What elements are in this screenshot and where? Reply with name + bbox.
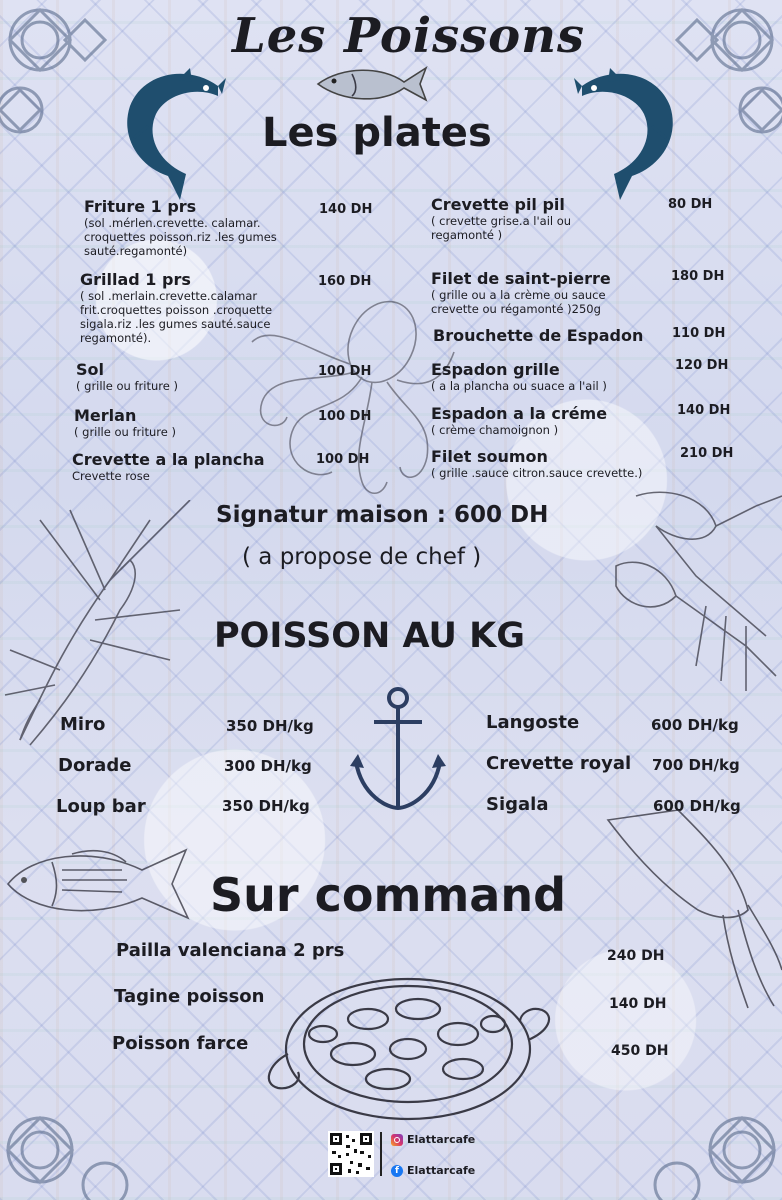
- menu-item: [74, 406, 314, 439]
- item-name: Crevette a la plancha: [72, 450, 265, 469]
- item-desc: ( crème chamoignon ): [431, 423, 559, 437]
- menu-item: [431, 269, 671, 316]
- item-price: 180 DH: [671, 269, 725, 284]
- kg-item-name: Miro: [60, 714, 106, 735]
- item-desc: ( a la plancha ou suace a l'ail ): [431, 379, 607, 393]
- command-item-price: 450 DH: [611, 1043, 669, 1059]
- instagram-icon: [391, 1134, 403, 1146]
- item-price: 100 DH: [316, 452, 370, 467]
- kg-item-name: Dorade: [58, 755, 132, 776]
- item-name: Friture 1 prs: [84, 197, 197, 216]
- kg-item-price: 700 DH/kg: [652, 756, 740, 774]
- menu-item: [431, 360, 671, 393]
- kg-item-price: 600 DH/kg: [651, 716, 739, 734]
- item-name: Brouchette de Espadon: [433, 326, 644, 345]
- instagram-handle: Elattarcafe: [407, 1133, 476, 1146]
- facebook-link[interactable]: [391, 1164, 475, 1177]
- menu-item: [433, 326, 673, 345]
- item-price: 160 DH: [318, 274, 372, 289]
- paella-pan-icon: [258, 964, 558, 1134]
- menu-item: [431, 195, 651, 242]
- kg-item-price: 300 DH/kg: [224, 757, 312, 775]
- menu-item: [76, 360, 316, 393]
- item-desc: (sol .mérlen.crevette. calamar.: [84, 216, 261, 230]
- command-item-price: 240 DH: [607, 948, 665, 964]
- carp-icon: [2, 840, 196, 924]
- item-desc: sauté.regamonté): [84, 244, 188, 258]
- item-desc: sigala.riz .les gumes sauté.sauce: [80, 317, 271, 331]
- tuna-icon-right: [572, 66, 682, 202]
- corner-ornament-bottom-left: [0, 1050, 130, 1200]
- section-title-kg: POISSON AU KG: [214, 616, 525, 656]
- item-price: 120 DH: [675, 358, 729, 373]
- item-desc: ( grille ou friture ): [76, 379, 178, 393]
- menu-item: [72, 450, 312, 483]
- corner-ornament-bottom-right: [652, 1050, 782, 1200]
- item-desc: regamonté ): [431, 228, 503, 242]
- lobster-icon-right: [596, 486, 782, 696]
- facebook-handle: Elattarcafe: [407, 1164, 476, 1177]
- item-price: 140 DH: [319, 202, 373, 217]
- kg-item-price: 350 DH/kg: [226, 717, 314, 735]
- corner-ornament-top-left: [0, 0, 130, 140]
- item-desc: ( grille .sauce citron.sauce crevette.): [431, 466, 643, 480]
- anchor-icon: [348, 684, 448, 820]
- item-name: Sol: [76, 360, 104, 379]
- kg-item-name: Sigala: [486, 794, 549, 815]
- qr-code-icon[interactable]: [328, 1131, 374, 1177]
- menu-title: Les Poissons: [232, 8, 586, 64]
- item-price: 210 DH: [680, 446, 734, 461]
- item-price: 80 DH: [668, 197, 713, 212]
- squid-icon: [598, 810, 782, 1010]
- item-desc: ( grille ou a la crème ou sauce: [431, 288, 606, 302]
- signature-note: ( a propose de chef ): [242, 544, 482, 570]
- menu-item: [431, 447, 721, 480]
- item-price: 110 DH: [672, 326, 726, 341]
- item-name: Espadon a la créme: [431, 404, 608, 423]
- item-price: 140 DH: [677, 403, 731, 418]
- facebook-icon: f: [391, 1165, 403, 1177]
- command-item-name: Tagine poisson: [114, 986, 265, 1007]
- item-desc: crevette ou régamonté )250g: [431, 302, 601, 316]
- item-desc: ( crevette grise.a l'ail ou: [431, 214, 572, 228]
- footer-divider: [380, 1132, 382, 1176]
- command-item-price: 140 DH: [609, 996, 667, 1012]
- item-desc: croquettes poisson.riz .les gumes: [84, 230, 277, 244]
- item-desc: ( grille ou friture ): [74, 425, 176, 439]
- section-title-plates: Les plates: [262, 110, 492, 156]
- kg-item-name: Loup bar: [56, 796, 146, 817]
- item-desc: regamonté).: [80, 331, 152, 345]
- kg-item-price: 600 DH/kg: [653, 797, 741, 815]
- item-name: Grillad 1 prs: [80, 270, 191, 289]
- item-desc: ( sol .merlain.crevette.calamar: [80, 289, 258, 303]
- command-item-name: Poisson farce: [112, 1033, 249, 1054]
- item-price: 100 DH: [318, 409, 372, 424]
- instagram-link[interactable]: [391, 1133, 475, 1146]
- section-title-command: Sur command: [210, 868, 567, 922]
- lobster-icon-left: [0, 500, 200, 750]
- kg-item-price: 350 DH/kg: [222, 797, 310, 815]
- item-name: Merlan: [74, 406, 137, 425]
- kg-item-name: Crevette royal: [486, 753, 632, 774]
- item-name: Filet de saint-pierre: [431, 269, 611, 288]
- item-price: 100 DH: [318, 364, 372, 379]
- item-name: Filet soumon: [431, 447, 548, 466]
- item-name: Espadon grille: [431, 360, 560, 379]
- kg-item-name: Langoste: [486, 712, 580, 733]
- item-desc: Crevette rose: [72, 469, 150, 483]
- fish-icon: [312, 62, 432, 106]
- signature-label: Signatur maison : 600 DH: [216, 502, 549, 528]
- item-name: Crevette pil pil: [431, 195, 565, 214]
- item-desc: frit.croquettes poisson .croquette: [80, 303, 273, 317]
- command-item-name: Pailla valenciana 2 prs: [116, 940, 345, 961]
- tuna-icon-left: [118, 66, 228, 202]
- menu-item: [431, 404, 671, 437]
